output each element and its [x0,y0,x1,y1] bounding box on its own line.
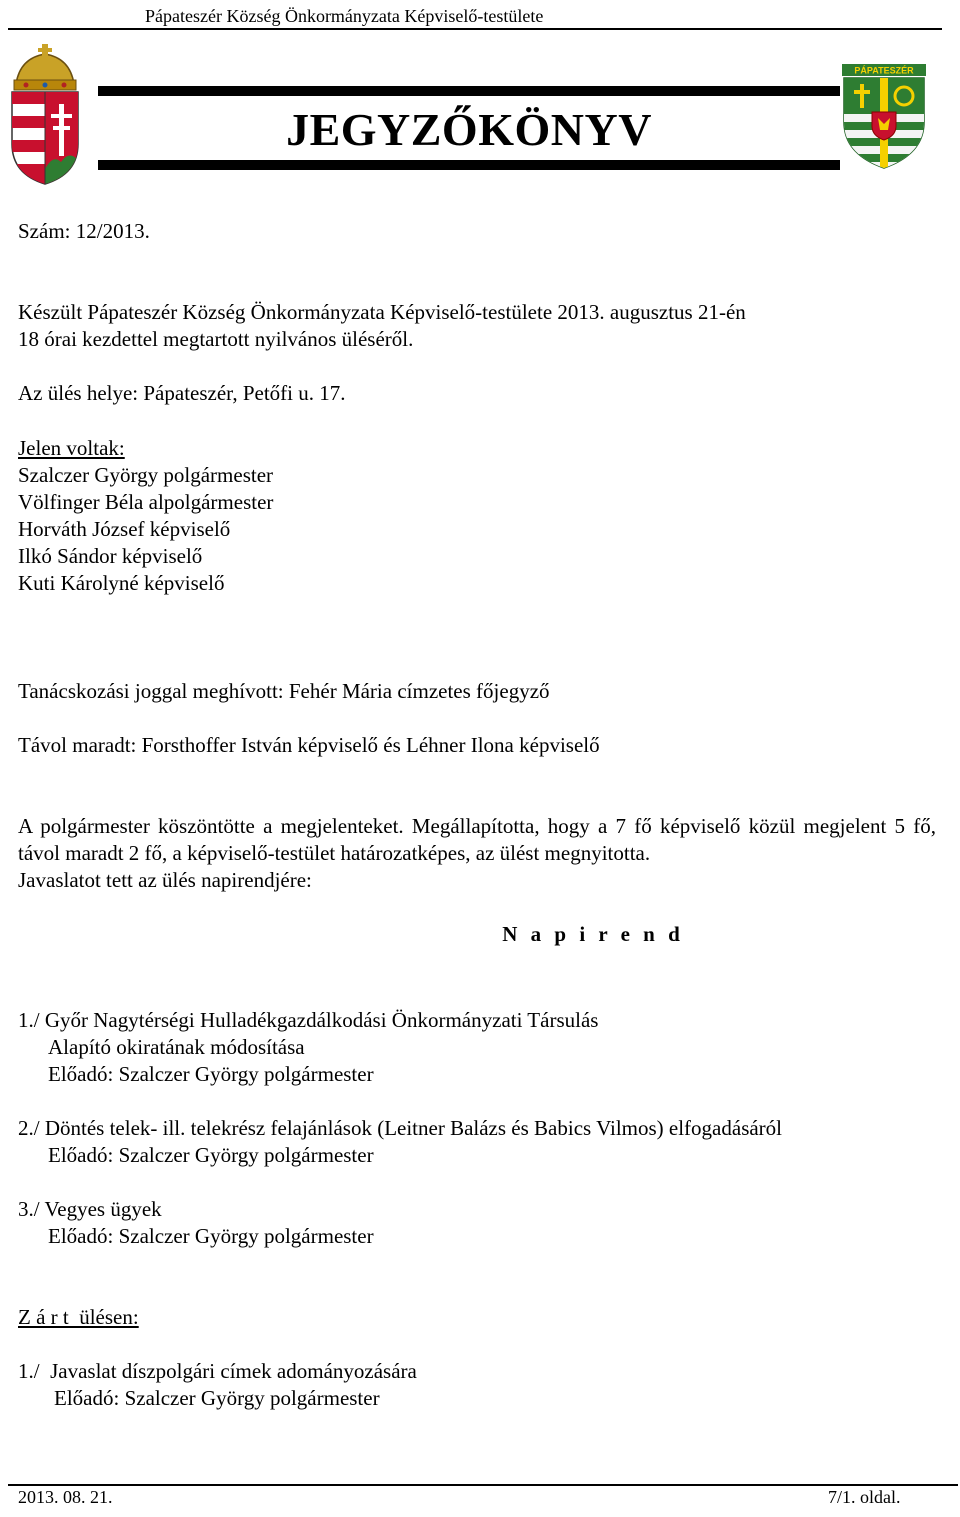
made-line-2: 18 órai kezdettel megtartott nyilvános üléséről. [18,327,414,351]
opening-last-line: Javaslatot tett az ülés napirendjére: [18,868,312,892]
closed-item-presenter: Előadó: Szalczer György polgármester [54,1386,380,1410]
present-item: Kuti Károlyné képviselő [18,571,225,595]
present-heading: Jelen voltak: [18,436,125,460]
header-title: Pápateszér Község Önkormányzata Képviselő-testülete [145,6,544,26]
present-item: Horváth József képviselő [18,517,231,541]
absent-members: Távol maradt: Forsthoffer István képviselő és Léhner Ilona képviselő [18,733,600,757]
agenda-item-presenter: Előadó: Szalczer György polgármester [48,1224,374,1248]
right-logo-banner: PÁPATESZÉR [854,65,914,76]
hungarian-coat-of-arms-icon [6,44,84,186]
agenda-item-presenter: Előadó: Szalczer György polgármester [48,1143,374,1167]
closed-item-title: 1./ Javaslat díszpolgári címek adományozására [18,1359,417,1383]
opening-paragraph: A polgármester köszöntötte a megjelenteket. Megállapította, hogy a 7 fő képviselő közül megjelent 5 fő, távol maradt 2 fő, a képviselő-testület határozatképes, az ülést megnyitotta. [18,814,936,865]
agenda-heading: N a p i r e n d [502,922,684,946]
present-item: Ilkó Sándor képviselő [18,544,203,568]
venue: Az ülés helye: Pápateszér, Petőfi u. 17. [18,381,346,405]
advisory-attendee: Tanácskozási joggal meghívott: Fehér Mária címzetes főjegyző [18,679,550,703]
agenda-item-title: 3./ Vegyes ügyek [18,1197,162,1221]
title-band-bottom [98,160,840,170]
agenda-item-title: 2./ Döntés telek- ill. telekrész felajánlások (Leitner Balázs és Babics Vilmos) elfogadásáról [18,1116,783,1140]
document-title: JEGYZŐKÖNYV [286,104,652,155]
agenda-item-title-cont: Alapító okiratának módosítása [48,1035,305,1059]
footer-page-number: 7/1. oldal. [828,1487,901,1507]
present-item: Völfinger Béla alpolgármester [18,490,274,514]
title-band-top [98,86,840,96]
present-item: Szalczer György polgármester [18,463,274,487]
agenda-item-title: 1./ Győr Nagytérségi Hulladékgazdálkodási Önkormányzati Társulás [18,1008,599,1032]
footer-date: 2013. 08. 21. [18,1487,113,1507]
footer-rule [8,1484,958,1486]
document-number: Szám: 12/2013. [18,219,150,243]
agenda-item-presenter: Előadó: Szalczer György polgármester [48,1062,374,1086]
closed-session-heading: Z á r t ülésen: [18,1305,139,1329]
header-rule [8,28,942,30]
papateszer-coat-of-arms-icon [840,62,928,170]
made-line-1: Készült Pápateszér Község Önkormányzata Képviselő-testülete 2013. augusztus 21-én [18,300,746,324]
